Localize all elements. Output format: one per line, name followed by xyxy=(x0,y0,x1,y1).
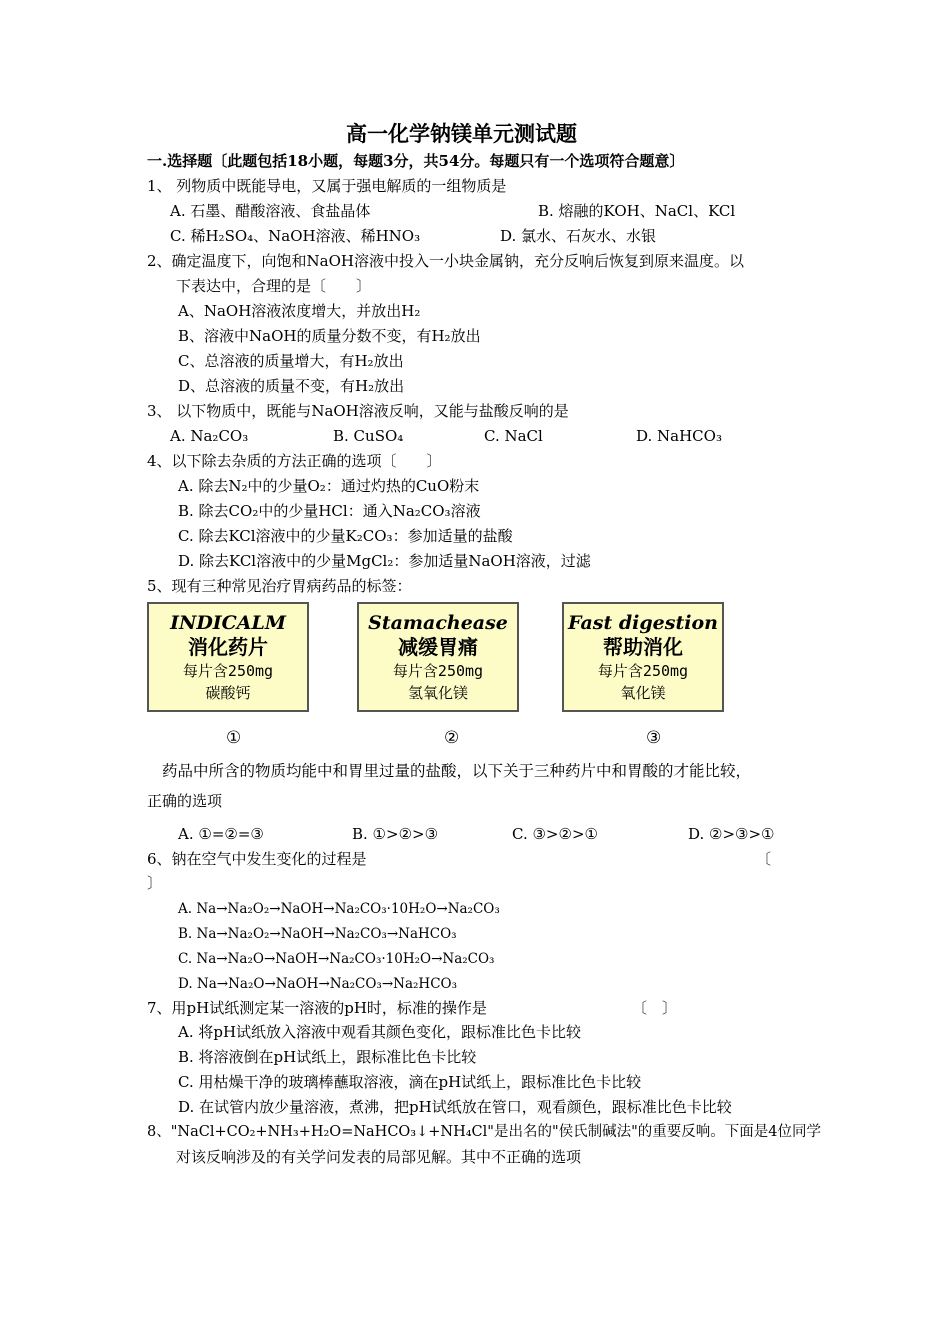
q1-option-d: D. 氯水、石灰水、水银 xyxy=(500,227,657,245)
q3-stem: 3、 以下物质中，既能与NaOH溶液反响，又能与盐酸反响的是 xyxy=(147,402,569,420)
q3-option-a: A. Na₂CO₃ xyxy=(170,427,249,445)
q1-option-a: A. 石墨、醋酸溶液、食盐晶体 xyxy=(170,202,371,220)
section-heading: 一.选择题〔此题包括18小题，每题3分，共54分。每题只有一个选项符合题意〕 xyxy=(147,152,685,170)
q6-bracket-close: 〕 xyxy=(147,874,163,892)
label-2-ingredient: 氢氧化镁 xyxy=(407,684,468,702)
q5-stem: 5、现有三种常见治疗胃病药品的标签： xyxy=(147,577,412,595)
q4-option-c: C. 除去KCl溶液中的少量K₂CO₃：参加适量的盐酸 xyxy=(178,527,513,545)
q8-stem-line2: 对该反响涉及的有关学问发表的局部见解。其中不正确的选项 xyxy=(176,1148,582,1166)
q8-stem-line1: 8、"NaCl+CO₂+NH₃+H₂O=NaHCO₃↓+NH₄Cl"是出名的"侯氏制碱法"的重要反响。下面是4位同学 xyxy=(147,1124,822,1140)
q6-option-c: C. Na→Na₂O→NaOH→Na₂CO₃·10H₂O→Na₂CO₃ xyxy=(178,951,495,967)
q1-option-c: C. 稀H₂SO₄、NaOH溶液、稀HNO₃ xyxy=(170,227,421,245)
label-3-chinese-name: 帮助消化 xyxy=(603,635,683,659)
q6-option-d: D. Na→Na₂O→NaOH→Na₂CO₃→Na₂HCO₃ xyxy=(178,976,458,992)
medicine-label-2 xyxy=(357,602,519,712)
q7-option-b: B. 将溶液倒在pH试纸上，跟标准比色卡比较 xyxy=(178,1048,477,1066)
q1-stem: 1、 列物质中既能导电，又属于强电解质的一组物质是 xyxy=(147,177,507,195)
label-1-marker: ① xyxy=(226,728,242,748)
label-2-dose: 每片含250mg xyxy=(392,662,484,680)
q7-option-c: C. 用枯燥干净的玻璃棒蘸取溶液，滴在pH试纸上，跟标准比色卡比较 xyxy=(178,1073,642,1091)
q2-option-b: B、溶液中NaOH的质量分数不变，有H₂放出 xyxy=(178,327,481,345)
medicine-label-1 xyxy=(147,602,309,712)
label-3-marker: ③ xyxy=(646,728,662,748)
q5-option-c: C. ③>②>① xyxy=(512,825,598,843)
q3-option-b: B. CuSO₄ xyxy=(333,427,404,445)
q5-text-line2: 正确的选项 xyxy=(147,792,223,810)
q2-stem-line2: 下表达中，合理的是〔 〕 xyxy=(176,277,372,295)
page-title: 高一化学钠镁单元测试题 xyxy=(346,121,577,146)
label-3-english-name: Fast digestion xyxy=(568,612,718,634)
q7-stem: 7、用pH试纸测定某一溶液的pH时，标准的操作是 xyxy=(147,999,487,1017)
label-1-english-name: INDICALM xyxy=(170,612,286,634)
medicine-label-3 xyxy=(562,602,724,712)
q3-option-d: D. NaHCO₃ xyxy=(636,427,722,445)
q5-option-b: B. ①>②>③ xyxy=(352,825,439,843)
label-2-english-name: Stamachease xyxy=(368,612,508,634)
q5-text-line1: 药品中所含的物质均能中和胃里过量的盐酸，以下关于三种药片中和胃酸的才能比较， xyxy=(162,762,752,780)
q2-stem-line1: 2、确定温度下，向饱和NaOH溶液中投入一小块金属钠，充分反响后恢复到原来温度。以 xyxy=(147,252,744,270)
label-3-dose: 每片含250mg xyxy=(597,662,689,680)
q4-option-b: B. 除去CO₂中的少量HCl：通入Na₂CO₃溶液 xyxy=(178,502,481,520)
q2-option-a: A、NaOH溶液浓度增大，并放出H₂ xyxy=(178,302,421,320)
q2-option-d: D、总溶液的质量不变，有H₂放出 xyxy=(178,377,405,395)
q7-option-d: D. 在试管内放少量溶液，煮沸，把pH试纸放在管口，观看颜色，跟标准比色卡比较 xyxy=(178,1098,732,1116)
label-1-chinese-name: 消化药片 xyxy=(188,635,268,659)
q3-option-c: C. NaCl xyxy=(484,427,543,445)
label-1-ingredient: 碳酸钙 xyxy=(205,684,251,702)
q1-option-b: B. 熔融的KOH、NaCl、KCl xyxy=(538,202,736,220)
q6-option-a: A. Na→Na₂O₂→NaOH→Na₂CO₃·10H₂O→Na₂CO₃ xyxy=(178,901,500,917)
label-3-ingredient: 氧化镁 xyxy=(620,684,666,702)
q4-stem: 4、以下除去杂质的方法正确的选项〔 〕 xyxy=(147,452,442,470)
q5-option-a: A. ①=②=③ xyxy=(178,825,264,843)
q6-option-b: B. Na→Na₂O₂→NaOH→Na₂CO₃→NaHCO₃ xyxy=(178,926,457,942)
label-1-dose: 每片含250mg xyxy=(182,662,274,680)
q4-option-d: D. 除去KCl溶液中的少量MgCl₂：参加适量NaOH溶液，过滤 xyxy=(178,552,591,570)
q5-option-d: D. ②>③>① xyxy=(688,825,775,843)
label-2-marker: ② xyxy=(444,728,460,748)
q6-stem: 6、钠在空气中发生变化的过程是 xyxy=(147,850,367,868)
label-2-chinese-name: 减缓胃痛 xyxy=(398,635,478,659)
q7-bracket: 〔 〕 xyxy=(632,999,678,1017)
q4-option-a: A. 除去N₂中的少量O₂：通过灼热的CuO粉末 xyxy=(178,477,480,495)
q7-option-a: A. 将pH试纸放入溶液中观看其颜色变化，跟标准比色卡比较 xyxy=(178,1023,582,1041)
q6-bracket-open: 〔 xyxy=(756,850,772,868)
q2-option-c: C、总溶液的质量增大，有H₂放出 xyxy=(178,352,404,370)
